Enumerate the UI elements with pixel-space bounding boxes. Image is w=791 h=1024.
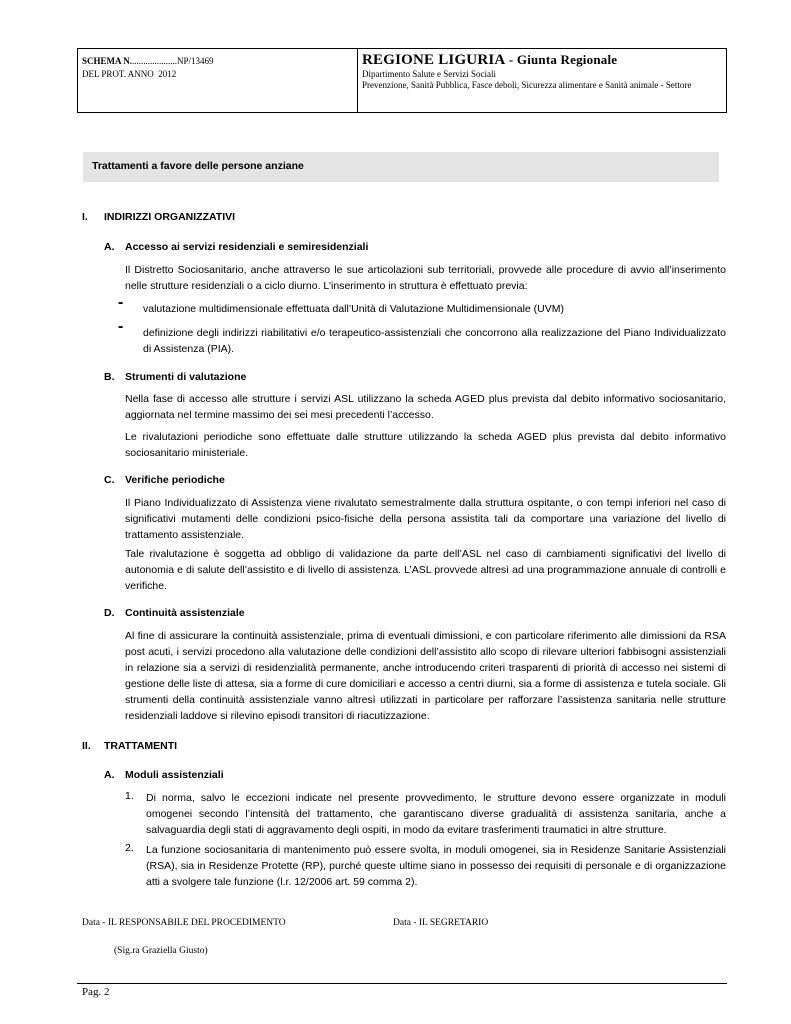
section-1-number: I. bbox=[82, 211, 88, 223]
document-header bbox=[77, 48, 727, 113]
section-2-title: TRATTAMENTI bbox=[104, 740, 178, 752]
list-item-number: 1. bbox=[125, 790, 134, 802]
subsection-1b-paragraph-1: Nella fase di accesso alle strutture i servizi ASL utilizzano la scheda AGED plus prevista dal debito informativo sociosanitario, aggiornata nel termine massimo dei sei mesi precedenti l’accesso. bbox=[125, 393, 726, 421]
region-title: REGIONE LIGURIA - Giunta Regionale bbox=[362, 52, 618, 68]
footer-signature: (Sig.ra Graziella Giusto) bbox=[114, 946, 208, 956]
subsection-1c-paragraph-1: Il Piano Individualizzato di Assistenza viene rivalutato semestralmente dalla struttura ospitante, o con tempi inferiori nel caso di significativi mutamenti delle condizioni psico-fisiche della persona assistita tali da comportare una variazione del livello di trattamento assistenziale. bbox=[125, 497, 726, 541]
list-item-text: La funzione sociosanitaria di mantenimento può essere svolta, in moduli omogenei, sia in Residenze Sanitarie Assistenziali (RSA), sia in Residenze Protette (RP), purché queste ultime siano in possesso dei requisiti di personale e di organizzazione atti a svolgere tale funzione (l.r. 12/2006 art. 59 comma 2). bbox=[146, 844, 726, 888]
footer-responsabile: Data - IL RESPONSABILE DEL PROCEDIMENTO bbox=[82, 918, 286, 928]
prot-year: 2012 bbox=[158, 69, 177, 79]
subsection-1a-letter: A. bbox=[104, 241, 115, 253]
section-1-title: INDIRIZZI ORGANIZZATIVI bbox=[104, 211, 236, 223]
subsection-1c-paragraph-2: Tale rivalutazione è soggetta ad obbligo di validazione da parte dell’ASL nel caso di cambiamenti significativi del livello di autonomia e di salute dell’assistito e di livello di assistenza. L’ASL provvede altresì ad una programmazione annuale di controlli e verifiche. bbox=[125, 548, 726, 592]
footer-segretario: Data - IL SEGRETARIO bbox=[393, 918, 489, 928]
subsection-1d-letter: D. bbox=[104, 607, 115, 619]
section-2-number: II. bbox=[82, 740, 91, 752]
department: Dipartimento Salute e Servizi Sociali bbox=[362, 69, 496, 79]
subsection-1b-title: Strumenti di valutazione bbox=[125, 371, 247, 383]
bullet-dash: - bbox=[118, 294, 124, 311]
document-title: Trattamenti a favore delle persone anziane bbox=[83, 152, 719, 182]
bullet-dash: - bbox=[118, 318, 124, 335]
page-number: Pag. 2 bbox=[82, 986, 110, 998]
subsection-1b-letter: B. bbox=[104, 371, 115, 383]
subsection-1d-paragraph: Al fine di assicurare la continuità assistenziale, prima di eventuali dimissioni, e con particolare riferimento alle dimissioni da RSA post acuti, i servizi procedono alla valutazione delle condizioni dell’assistito allo scopo di rilevare ulteriori fabbisogni assistenziali in relazione sia a servizi di residenzialità permanente, anche introducendo criteri trasparenti di priorità di accesso nei sistemi di gestione delle liste di attesa, sia a forme di cure domiciliari e accesso a centri diurni, sia a forme di assistenza e tutela sociale. Gli strumenti della continuità assistenziale vanno altresì utilizzati in particolare per rafforzare l’assistenza sanitaria nelle strutture residenziali laddove si rilevino episodi transitori di riacutizzazione. bbox=[125, 630, 726, 722]
subsection-1c-title: Verifiche periodiche bbox=[125, 474, 225, 486]
subsection-2a-title: Moduli assistenziali bbox=[125, 769, 224, 781]
footer-divider bbox=[77, 983, 727, 984]
header-protocol bbox=[78, 49, 358, 112]
sector: Prevenzione, Sanità Pubblica, Fasce deboli, Sicurezza alimentare e Sanità animale - Settore bbox=[362, 80, 692, 90]
schema-label: SCHEMA N. bbox=[82, 56, 133, 66]
list-item-text: Di norma, salvo le eccezioni indicate nel presente provvedimento, le strutture devono essere organizzate in moduli omogenei secondo l’intensità del trattamento, che garantiscano diverse gradualità di assistenza sanitaria, anche a salvaguardia degli stati di aggravamento degli ospiti, in modo da evitare trasferimenti traumatici in altre strutture. bbox=[146, 792, 726, 836]
subsection-2a-letter: A. bbox=[104, 769, 115, 781]
subsection-1c-letter: C. bbox=[104, 474, 115, 486]
subsection-1a-bullet-1: valutazione multidimensionale effettuata dall’Unità di Valutazione Multidimensionale (UVM) bbox=[143, 303, 564, 315]
subsection-1d-title: Continuità assistenziale bbox=[125, 607, 245, 619]
subsection-1b-paragraph-2: Le rivalutazioni periodiche sono effettuate dalle strutture utilizzando la scheda AGED plus prevista dal debito informativo sociosanitario ministeriale. bbox=[125, 431, 726, 459]
header-region bbox=[358, 49, 726, 112]
list-item-number: 2. bbox=[125, 842, 134, 854]
subsection-1a-bullet-2: definizione degli indirizzi riabilitativi e/o terapeutico-assistenziali che concorrono alla realizzazione del Piano Individualizzato di Assistenza (PIA). bbox=[143, 327, 726, 355]
subsection-1a-title: Accesso ai servizi residenziali e semiresidenziali bbox=[125, 241, 369, 253]
subsection-1a-paragraph: Il Distretto Sociosanitario, anche attraverso le sue articolazioni sub territoriali, provvede alle procedure di avvio all’inserimento nelle strutture residenziali o a ciclo diurno. L’inserimento in struttura è effettuato previa: bbox=[125, 264, 726, 292]
schema-value: ....................NP/13469 bbox=[132, 56, 214, 66]
prot-label: DEL PROT. ANNO bbox=[82, 69, 154, 79]
